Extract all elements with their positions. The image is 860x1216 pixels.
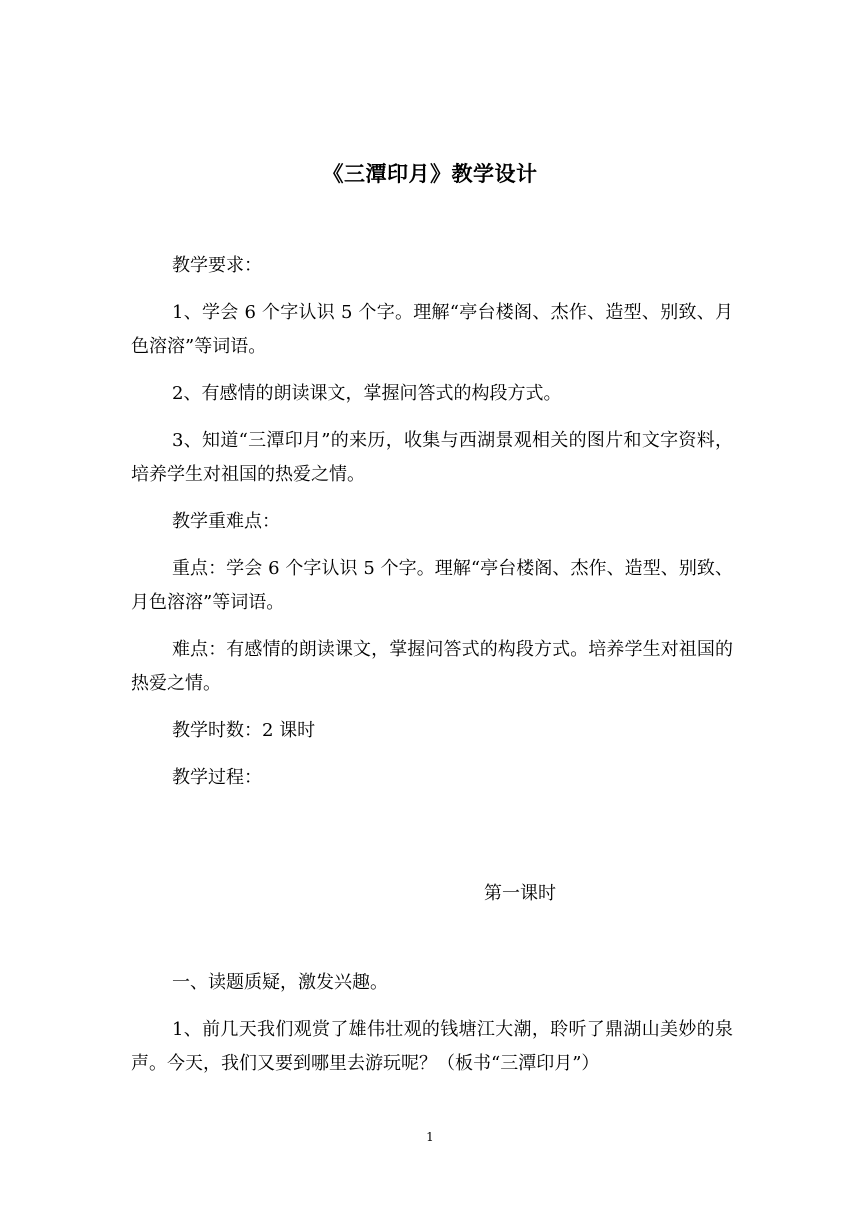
paragraph-requirement-2: 2、有感情的朗读课文，掌握问答式的构段方式。: [172, 383, 562, 404]
page-number: 1: [426, 1130, 434, 1144]
paragraph-requirements-heading: 教学要求：: [172, 255, 262, 276]
paragraph-step-1-1: 1、前几天我们观赏了雄伟壮观的钱塘江大潮，聆听了鼎湖山美妙的泉声。今天，我们又要到哪里去游玩呢？（板书“三潭印月”）: [131, 1019, 733, 1074]
paragraph-process-heading: 教学过程：: [172, 767, 262, 788]
paragraph-step-1: 一、读题质疑，激发兴趣。: [172, 972, 388, 993]
section-heading: 第一课时: [484, 883, 556, 904]
document-title: 《三潭印月》教学设计: [322, 161, 538, 186]
paragraph-difficult-point: 难点：有感情的朗读课文，掌握问答式的构段方式。培养学生对祖国的热爱之情。: [131, 639, 733, 694]
paragraph-lesson-hours: 教学时数：2 课时: [172, 720, 316, 741]
body-section-1: [131, 249, 733, 795]
paragraph-key-point: 重点：学会 6 个字认识 5 个字。理解“亭台楼阁、杰作、造型、别致、月色溶溶”等词语。: [131, 558, 733, 613]
paragraph-key-points-heading: 教学重难点：: [172, 511, 280, 532]
body-section-2: [131, 966, 733, 1081]
paragraph-requirement-3: 3、知道“三潭印月”的来历，收集与西湖景观相关的图片和文字资料，培养学生对祖国的热爱之情。: [131, 430, 733, 485]
paragraph-requirement-1: 1、学会 6 个字认识 5 个字。理解“亭台楼阁、杰作、造型、别致、月色溶溶”等词语。: [131, 302, 733, 357]
